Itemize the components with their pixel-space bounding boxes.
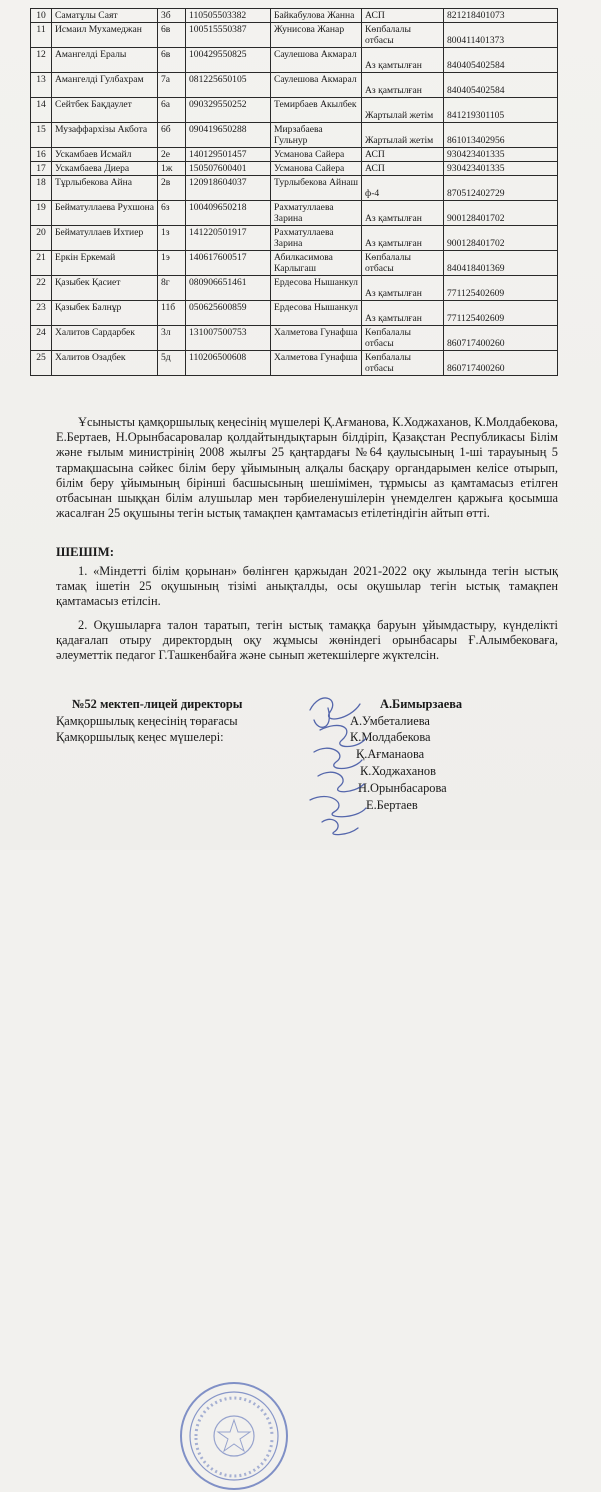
- student-name: Бейматуллаев Ихтиер: [52, 226, 158, 251]
- student-iin: 090419650288: [186, 123, 271, 148]
- member-name: К.Молдабекова: [350, 730, 431, 744]
- student-iin: 150507600401: [186, 162, 271, 176]
- row-number: 25: [31, 351, 52, 376]
- guardian-phone: 900128401702: [444, 226, 558, 251]
- student-iin: 140617600517: [186, 251, 271, 276]
- row-number: 20: [31, 226, 52, 251]
- table-row: [31, 276, 558, 301]
- table-row: [31, 176, 558, 201]
- guardian-name: Турлыбекова Айнаш: [271, 176, 362, 201]
- signature-block: [0, 690, 601, 850]
- social-category: Көпбалалы отбасы: [362, 326, 444, 351]
- student-iin: 050625600859: [186, 301, 271, 326]
- student-table: [30, 8, 558, 376]
- guardian-name: Ердесова Нышанкул: [271, 301, 362, 326]
- social-category: Аз қамтылған: [362, 73, 444, 98]
- social-category: Көпбалалы отбасы: [362, 251, 444, 276]
- members-label: Қамқоршылық кеңес мүшелері:: [56, 730, 224, 744]
- table-row: [31, 123, 558, 148]
- student-class: 2е: [158, 148, 186, 162]
- student-class: 3л: [158, 326, 186, 351]
- student-class: 1з: [158, 226, 186, 251]
- student-name: Ускамбаева Диера: [52, 162, 158, 176]
- guardian-phone: 860717400260: [444, 326, 558, 351]
- student-iin: 141220501917: [186, 226, 271, 251]
- student-name: Музаффархізы Акбота: [52, 123, 158, 148]
- guardian-name: Мирзабаева Гульнур: [271, 123, 362, 148]
- student-name: Бейматуллаева Рухшона: [52, 201, 158, 226]
- social-category: АСП: [362, 148, 444, 162]
- student-iin: 131007500753: [186, 326, 271, 351]
- guardian-name: Усманова Сайера: [271, 162, 362, 176]
- row-number: 18: [31, 176, 52, 201]
- social-category: Аз қамтылған: [362, 301, 444, 326]
- social-category: ф-4: [362, 176, 444, 201]
- student-class: 7а: [158, 73, 186, 98]
- student-name: Саматұлы Саят: [52, 9, 158, 23]
- table-row: [31, 23, 558, 48]
- row-number: 23: [31, 301, 52, 326]
- student-class: 1э: [158, 251, 186, 276]
- student-name: Сейтбек Бақдаулет: [52, 98, 158, 123]
- social-category: Көпбалалы отбасы: [362, 351, 444, 376]
- table-row: [31, 301, 558, 326]
- social-category: АСП: [362, 9, 444, 23]
- table-row: [31, 351, 558, 376]
- student-name: Тұрлыбекова Айна: [52, 176, 158, 201]
- student-iin: 110505503382: [186, 9, 271, 23]
- guardian-name: Рахматуллаева Зарина: [271, 201, 362, 226]
- row-number: 11: [31, 23, 52, 48]
- guardian-phone: 841219301105: [444, 98, 558, 123]
- student-iin: 120918604037: [186, 176, 271, 201]
- guardian-phone: 870512402729: [444, 176, 558, 201]
- guardian-name: Халметова Гунафша: [271, 351, 362, 376]
- guardian-phone: 930423401335: [444, 148, 558, 162]
- table-row: [31, 9, 558, 23]
- student-name: Амангелді Ералы: [52, 48, 158, 73]
- row-number: 19: [31, 201, 52, 226]
- student-name: Қазыбек Балнұр: [52, 301, 158, 326]
- student-class: 8г: [158, 276, 186, 301]
- chair-label: Қамқоршылық кеңесінің төрағасы: [56, 714, 238, 728]
- row-number: 15: [31, 123, 52, 148]
- student-class: 6в: [158, 23, 186, 48]
- student-name: Ускамбаев Исмайл: [52, 148, 158, 162]
- table-row: [31, 73, 558, 98]
- student-class: 11б: [158, 301, 186, 326]
- guardian-name: Саулешова Акмарал: [271, 73, 362, 98]
- row-number: 12: [31, 48, 52, 73]
- student-iin: 080906651461: [186, 276, 271, 301]
- student-name: Халитов Сардарбек: [52, 326, 158, 351]
- table-row: [31, 148, 558, 162]
- table-row: [31, 326, 558, 351]
- guardian-name: Усманова Сайера: [271, 148, 362, 162]
- row-number: 13: [31, 73, 52, 98]
- student-class: 2в: [158, 176, 186, 201]
- guardian-name: Темирбаев Акылбек: [271, 98, 362, 123]
- guardian-phone: 930423401335: [444, 162, 558, 176]
- student-class: 5д: [158, 351, 186, 376]
- row-number: 16: [31, 148, 52, 162]
- student-class: 6а: [158, 98, 186, 123]
- social-category: АСП: [362, 162, 444, 176]
- table-row: [31, 251, 558, 276]
- guardian-name: Саулешова Акмарал: [271, 48, 362, 73]
- row-number: 21: [31, 251, 52, 276]
- row-number: 10: [31, 9, 52, 23]
- official-stamp-icon: [178, 1380, 290, 1492]
- guardian-phone: 900128401702: [444, 201, 558, 226]
- student-class: 6б: [158, 123, 186, 148]
- table-row: [31, 48, 558, 73]
- guardian-phone: 771125402609: [444, 301, 558, 326]
- member-name: Қ.Ағманаова: [356, 747, 425, 761]
- social-category: Көпбалалы отбасы: [362, 23, 444, 48]
- social-category: Жартылай жетім: [362, 98, 444, 123]
- guardian-phone: 840405402584: [444, 48, 558, 73]
- director-label: №52 мектеп-лицей директоры: [72, 697, 243, 711]
- decision-item-2: 2. Оқушыларға талон таратып, тегін ыстық тамаққа баруын ұйымдастыру, күнделікті қадағалап отыру директордың оқу жұмысы жөніндегі орынбасары Ғ.Алымбековаға, әлеуметтік педагог Г.Ташкенбайға және сынып жетекшілерге жүктелсін.: [56, 618, 558, 663]
- guardian-name: Халметова Гунафша: [271, 326, 362, 351]
- guardian-phone: 840418401369: [444, 251, 558, 276]
- guardian-phone: 861013402956: [444, 123, 558, 148]
- student-iin: 081225650105: [186, 73, 271, 98]
- student-name: Халитов Озадбек: [52, 351, 158, 376]
- student-iin: 100409650218: [186, 201, 271, 226]
- social-category: Жартылай жетім: [362, 123, 444, 148]
- proposal-paragraph: Ұсынысты қамқоршылық кеңесінің мүшелері Қ.Ағманова, К.Ходжаханов, К.Молдабекова, Е.Бертаев, Н.Орынбасаровалар қолдайтындықтарын білдіріп, Қазақстан Республикасы Білім және ғылым министрінің 2008 жылғы 25 қаңтардағы №64 қаулысының 1-ші тарауының 5 тармақшасына сәйкес білім беру ұйымының алқалы басқару органдарымен келісе отырып, білім беру ұйымының бірінші басшысының шешімімен, тұрмысы аз қамтамасыз етілген отбасынан шыққан білім алушылар мен тәрбиеленушілерін үнемделген қаржыға қосымша жасалған 25 оқушыны тегін ыстық тамақпен қамтамасыз етілетіндігін айтып өтті.: [56, 415, 558, 521]
- table-row: [31, 201, 558, 226]
- director-name: А.Бимырзаева: [380, 697, 463, 711]
- row-number: 24: [31, 326, 52, 351]
- student-name: Еркін Еркемай: [52, 251, 158, 276]
- student-iin: 140129501457: [186, 148, 271, 162]
- student-class: 6в: [158, 48, 186, 73]
- guardian-phone: 821218401073: [444, 9, 558, 23]
- student-iin: 100515550387: [186, 23, 271, 48]
- social-category: Аз қамтылған: [362, 48, 444, 73]
- social-category: Аз қамтылған: [362, 226, 444, 251]
- social-category: Аз қамтылған: [362, 201, 444, 226]
- student-iin: 110206500608: [186, 351, 271, 376]
- member-name: К.Ходжаханов: [360, 764, 436, 778]
- student-name: Амангелді Гулбахрам: [52, 73, 158, 98]
- student-class: 3б: [158, 9, 186, 23]
- member-name: Е.Бертаев: [366, 798, 418, 812]
- student-iin: 100429550825: [186, 48, 271, 73]
- guardian-name: Байкабулова Жанна: [271, 9, 362, 23]
- guardian-name: Рахматуллаева Зарина: [271, 226, 362, 251]
- guardian-name: Абилкасимова Карлыгаш: [271, 251, 362, 276]
- chair-name: А.Умбеталиева: [350, 714, 430, 728]
- decision-heading: ШЕШІМ:: [56, 545, 114, 559]
- decision-item-1: 1. «Міндетті білім қорынан» бөлінген қаржыдан 2021-2022 оқу жылында тегін ыстық тамақ ішетін 25 оқушының тізімі анықталды, осы оқушылар тегін ыстық тамақпен қамтамасыз етілсін.: [56, 564, 558, 609]
- row-number: 17: [31, 162, 52, 176]
- row-number: 14: [31, 98, 52, 123]
- guardian-phone: 860717400260: [444, 351, 558, 376]
- social-category: Аз қамтылған: [362, 276, 444, 301]
- student-name: Исмаил Мухамеджан: [52, 23, 158, 48]
- guardian-name: Жунисова Жанар: [271, 23, 362, 48]
- guardian-phone: 800411401373: [444, 23, 558, 48]
- signature-scribbles-icon: [300, 690, 380, 840]
- student-iin: 090329550252: [186, 98, 271, 123]
- member-name: Н.Орынбасарова: [358, 781, 447, 795]
- table-row: [31, 98, 558, 123]
- student-class: 1ж: [158, 162, 186, 176]
- student-class: 6з: [158, 201, 186, 226]
- guardian-phone: 771125402609: [444, 276, 558, 301]
- guardian-phone: 840405402584: [444, 73, 558, 98]
- table-row: [31, 226, 558, 251]
- row-number: 22: [31, 276, 52, 301]
- guardian-name: Ердесова Нышанкул: [271, 276, 362, 301]
- table-row: [31, 162, 558, 176]
- student-name: Қазыбек Қасиет: [52, 276, 158, 301]
